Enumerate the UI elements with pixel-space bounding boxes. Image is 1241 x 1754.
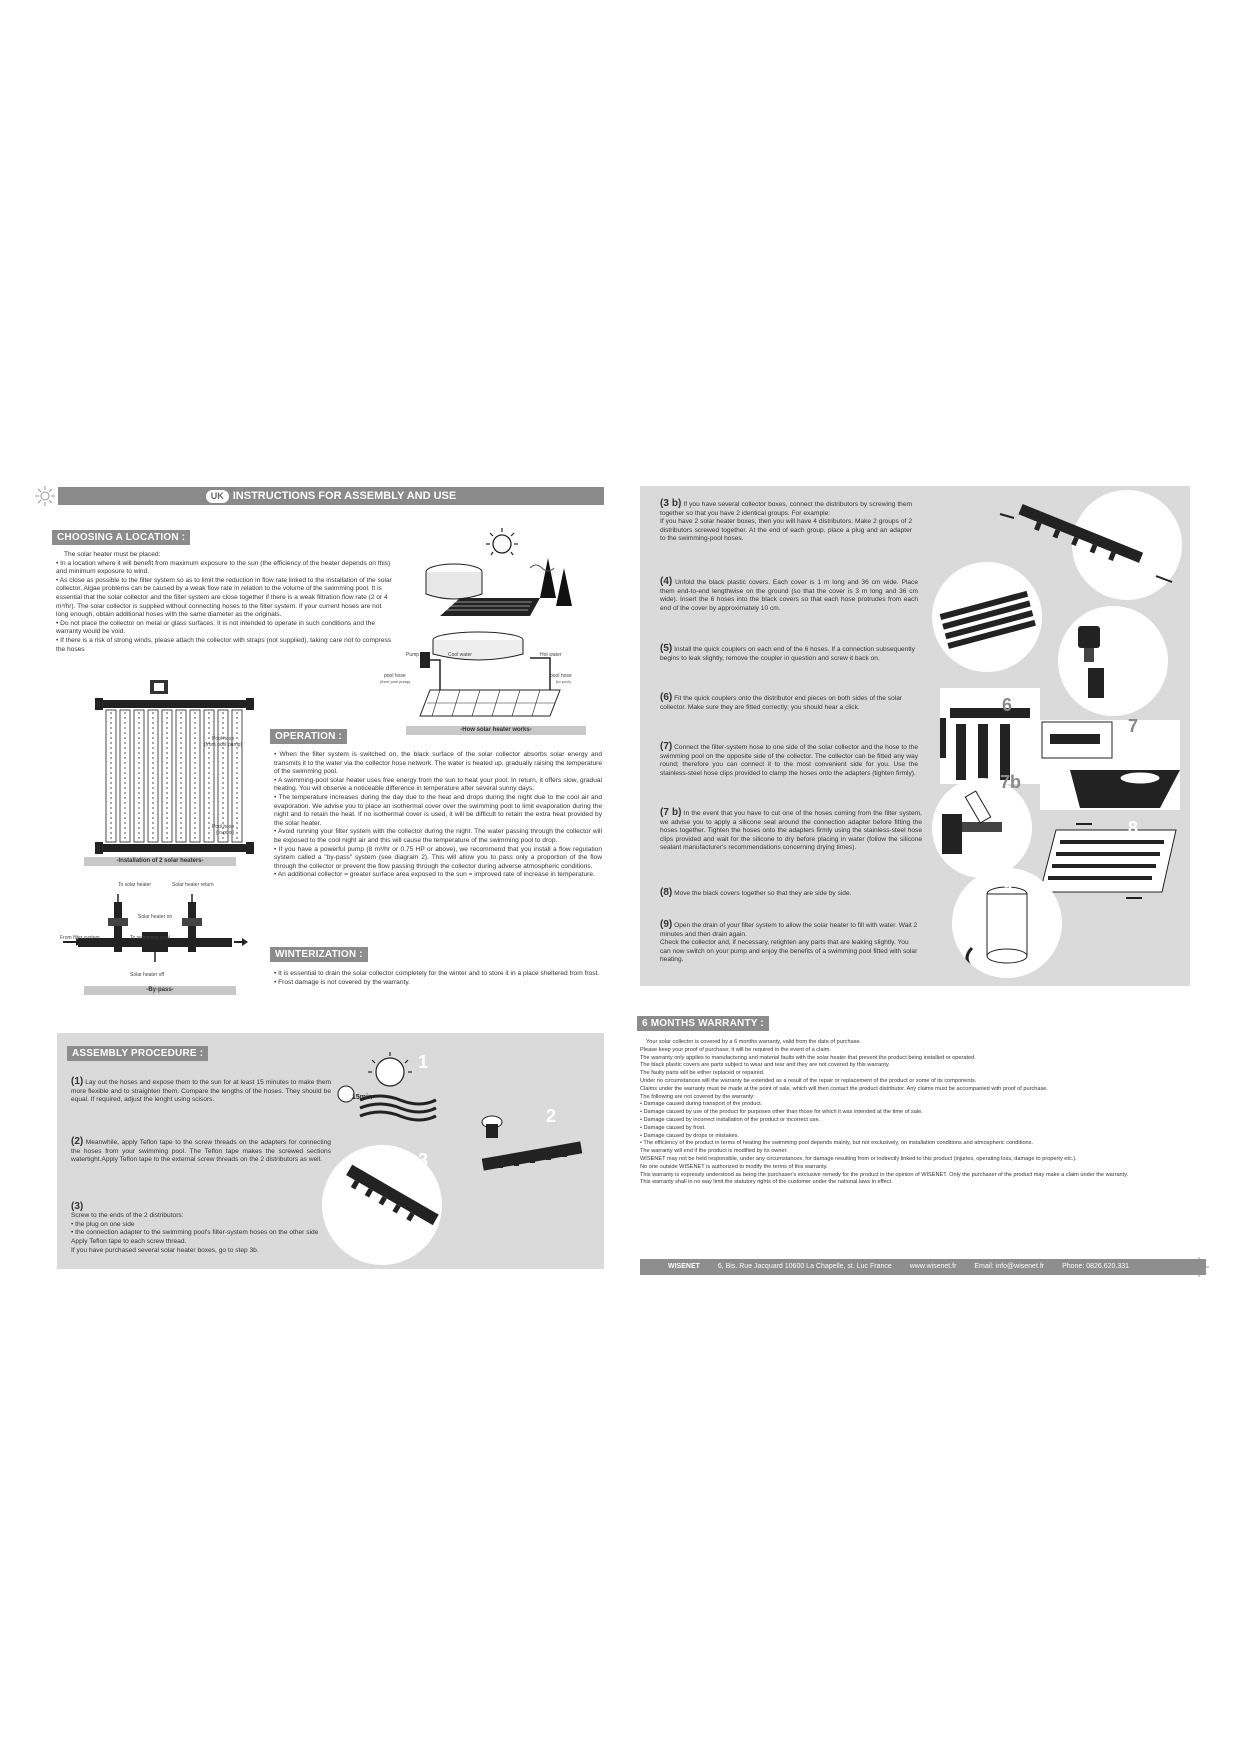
step-text: Lay out the hoses and expose them to the sun for at least 15 minutes to make them more flexible and to straighten them. Compare the lengths of the hoses. They should be equal. If required, adjust the lenght using scisors. (71, 1079, 331, 1104)
warranty-heading: 6 MONTHS WARRANTY : (637, 1016, 769, 1031)
step-3b (660, 500, 912, 544)
step-number: (5) (660, 643, 673, 654)
assembly-step-1 (71, 1078, 331, 1105)
step8-illustration (1036, 820, 1182, 902)
caption-how-works: -How solar heater works- (406, 726, 586, 735)
step-text: Open the drain of your filter system to allow the solar heater to fill with water. Wait 2 minutes and then drain again. Check the collector and, if necessary, retighten any parts that are leaking slightly. You can now switch on your pump and enjoy the benefits of a swimming pool fitted with solar heating. (660, 922, 918, 964)
step4-circle (932, 562, 1042, 672)
caption-bypass: -By-pass- (84, 986, 236, 995)
label-solar-on: Solar heater on (138, 914, 173, 920)
step-number: (3) (71, 1200, 84, 1212)
step-number: (3 b) (660, 498, 682, 509)
choosing-heading: CHOOSING A LOCATION : (52, 530, 190, 545)
step-6 (660, 694, 918, 712)
label-pool-hose-from-sub: (from pool pump) (380, 679, 411, 684)
step-text: Screw to the ends of the 2 distributors: • the plug on one side • the connection adapter to the swimming pool's filter-system hoses on the other side Apply Teflon tape to each screw thread. If you have purchased several solar heater boxes, go to step 3b. (71, 1212, 319, 1254)
warranty-line: • Damage caused by frost. (640, 1124, 706, 1131)
step-text: Install the quick couplers on each end of the 6 hoses. If a connection subsequently begins to leak slightly, remove the coupler in question and screw it back on. (660, 646, 915, 662)
step-badge-3: 3 (418, 1150, 429, 1170)
warranty-line: WISENET may not be held responsible, under any circumstances, for damage resulting from or indirectly linked to this product (injuries, operating loss, damage to property etc.). (640, 1155, 1077, 1162)
label-pool-hose-to: pool hose (550, 673, 572, 679)
warranty-line: • The efficiency of the product in terms of heating the swimming pool depends mainly, but not exclusively, on installation conditions and atmospheric conditions. (640, 1140, 1034, 1147)
winterization-heading: WINTERIZATION : (270, 947, 368, 962)
coupler-illustration (1058, 606, 1168, 716)
step-badge-4: 4 (1002, 565, 1013, 585)
footer-phone: Phone: 0826.620.331 (1062, 1263, 1130, 1270)
warranty-line: Your solar collector is covered by a 6 months warranty, valid from the date of purchase. (646, 1039, 862, 1045)
choosing-line: • Do not place the collector on metal or glass surfaces. It is not intended to operate in such conditions and the warranty would be void. (56, 619, 375, 636)
warranty-line: The warranty only applies to manufacturing and material faults with the solar heater that prevent the product being installed or operated. (640, 1054, 976, 1061)
label-pump: Pump (406, 652, 420, 658)
assembly-heading: ASSEMBLY PROCEDURE : (67, 1046, 208, 1061)
footer-email[interactable]: Email: info@wisenet.fr (974, 1263, 1045, 1270)
step-text: Move the black covers together so that they are side by side. (674, 890, 852, 897)
step-number: (6) (660, 692, 673, 703)
step-badge-6: 6 (1002, 695, 1013, 715)
warranty-line: • Damage caused by drops or mistakes. (640, 1132, 739, 1139)
step-7 (660, 743, 918, 778)
warranty-line: No one outside WISENET is authorized to modify the terms of this warranty. (640, 1163, 828, 1170)
step-5 (660, 645, 918, 663)
step-8 (660, 889, 918, 899)
step7b-circle (932, 778, 1032, 878)
operation-heading: OPERATION : (270, 729, 347, 744)
label-to-pool: To swimming pool (130, 935, 170, 941)
warranty-line: The following are not covered by the warranty: (640, 1093, 755, 1100)
label-pool-hose-out: Pool hose (212, 824, 235, 830)
caption-two-heaters: -Installation of 2 solar heaters- (84, 857, 236, 866)
winterization-line: • It is essential to drain the solar collector completely for the winter and to store it in a place sheltered from frost. (274, 970, 600, 977)
label-pool-hose-in-sub: (from pool pump) (204, 742, 243, 748)
label-cool-water: Cool water (448, 652, 472, 658)
step-badge-3b: 3b (1128, 503, 1150, 523)
operation-line: • When the filter system is switched on, the black surface of the solar collector absorbs solar energy and transmits it to the water via the collector hose network. The water is heated up, gradually raising the temperature of the swimming pool. (274, 751, 602, 776)
label-pool-hose-in: Pool hose (212, 736, 235, 742)
warranty-line: • Damage caused by incorrect installation of the product or incorrect use. (640, 1116, 821, 1123)
footer-website[interactable]: www.wisenet.fr (909, 1263, 957, 1270)
label-solar-off: Solar heater off (130, 972, 165, 978)
step-4 (660, 578, 918, 613)
winterization-line: • Frost damage is not covered by the warranty. (274, 978, 410, 986)
step2-illustration (478, 1110, 588, 1180)
warranty-line: Please keep your proof of purchase; it will be required in the event of a claim. (640, 1046, 831, 1053)
operation-line: • An additional collector = greater surface area exposed to the sun = improved rate of increase in temperature. (274, 871, 595, 879)
warranty-line: This warranty is expressly understood as being the purchaser's exclusive remedy for the product in the opinion of WISENET. Only the purchaser of the product may make a claim under the warranty. (640, 1171, 1129, 1178)
step-badge-2: 2 (546, 1106, 557, 1126)
step6-illustration (940, 688, 1040, 784)
label-to-solar: To solar heater (118, 882, 152, 888)
two-heaters-diagram (90, 680, 270, 856)
operation-line: • Avoid running your filter system with the collector during the night. The water passing through the collector will be exposed to the cool night air and this will cause the temperature of the swimming pool to drop. (274, 828, 602, 844)
silicone-illustration (932, 778, 1032, 878)
operation-line: • If you have a powerful pump (8 m³/hr or 0.75 HP or above), we recommend that you install a flow regulation system called a "by-pass" system (see diagram 2). This will allow you to pass only a proportion of the flow through the collector or prevent the flow passing through the collector during adverse atmospheric conditions. (274, 845, 602, 870)
footer-bar (640, 1259, 1206, 1275)
step-number: (8) (660, 887, 673, 898)
warranty-line: • Damage caused during transport of the product. (640, 1101, 763, 1108)
sun-icon (34, 485, 56, 507)
winterization-text (274, 970, 602, 987)
label-pool-hose-out-sub: (to pool) (216, 830, 235, 836)
step-badge-7b: 7b (1000, 772, 1022, 792)
page-title-bar (58, 487, 604, 505)
label-pool-hose-to-sub: (to pool) (556, 679, 571, 684)
step-number: (7 b) (660, 807, 682, 818)
footer-address: 6, Bis. Rue Jacquard 10600 La Chapelle, st. Luc France (717, 1263, 892, 1270)
step-text: If you have several collector boxes, connect the distributors by screwing them together so that you have 2 identical groups. For example: If you have 2 solar heater boxes, then you will have 4 distributors. Make 2 groups of 2 distributors screwed together. At the end of each group, place a plug and an adapter to the swimming-pool hoses. (660, 501, 912, 543)
step-badge-1: 1 (418, 1052, 429, 1072)
warranty-text (640, 1039, 1195, 1187)
page-title: INSTRUCTIONS FOR ASSEMBLY AND USE (232, 490, 457, 502)
step-text: In the event that you have to cut one of the hoses coming from the filter system, we advise you to apply a silicone seal around the connection adapter before fitting the hoses together. Tighten the hoses onto the adapters firmly using the stainless-steel hose clips provided and wait for the silicone to dry before placing in water (follow the silicone sealant manufacturer's recommendations concerning drying times). (660, 810, 922, 852)
warranty-line: • Damage caused by use of the product for purposes other than those for which it was intended at the time of sale. (640, 1109, 923, 1116)
footer-brand: WISENET (668, 1263, 700, 1270)
operation-line: • A swimming-pool solar heater uses free energy from the sun to heat your pool. In return, it offers slow, gradual heating. You will observe a noticeable difference in temperature after several sunny days. (274, 776, 602, 793)
warranty-line: The warranty will end if the product is modified by its owner. (640, 1148, 788, 1155)
warranty-line: Claims under the warranty must be made at the point of sale, which will then contact the product distributor. Any claims must be accompanied with proof of purchase. (640, 1085, 1048, 1092)
step-text: Meanwhile, apply Teflon tape to the screw threads on the adapters for connecting the hoses from your swimming pool. The Teflon tape makes the screwed sections watertight.Apply Teflon tape to the external screw threads on the 2 distributors as well. (71, 1139, 331, 1164)
warranty-line: Under no circumstances will the warranty be extended as a result of the repair or replacement of the product or some of its components. (640, 1077, 977, 1084)
choosing-line: • As close as possible to the filter system so as to limit the reduction in flow rate linked to the installation of the solar collector. Algae problems can be caused by a weak flow rate in relation to the volume of the swimming pool. It is essential that the solar collector and the filter system are close together if there is a weak filtration flow rate (2 or 4 m³/hr). The solar collector is supplied without connecting hoses to the filter system. If your current hoses are not long enough, obtain additional hoses with the same diameter as the originals. (56, 576, 392, 619)
step-badge-5: 5 (1128, 613, 1139, 633)
operation-line: • The temperature increases during the day due to the heat and drops during the night due to the cool air and evaporation. We advise you to place an isothermal cover over the swimming pool to limit evaporation during the night and to retain the heat. If no isothermal cover is used, it will be difficult to retain the extra heat provided by the solar heater. (274, 793, 602, 827)
language-badge: UK (206, 490, 229, 503)
step-number: (9) (660, 919, 673, 930)
label-pool-hose-from: pool hose (384, 673, 406, 679)
step-number: (7) (660, 741, 673, 752)
warranty-line: This warranty shall in no way limit the statutory rights of the customer under the national laws in effect. (640, 1179, 893, 1186)
choosing-line: • In a location where it will benefit from maximum exposure to the sun (the efficiency of the heater depends on this) and minimum exposure to wind. (56, 559, 391, 576)
timer-label: 15min (352, 1094, 373, 1101)
connection-illustration (1040, 720, 1180, 810)
label-solar-return: Solar heater return (172, 882, 214, 888)
assembly-step-2 (71, 1138, 331, 1165)
covers-illustration (932, 562, 1042, 672)
step-number: (2) (71, 1136, 84, 1147)
step7-frame (1040, 720, 1180, 810)
step-text: Unfold the black plastic covers. Each cover is 1 m long and 36 cm wide. Place them end-to-end lengthwise on the ground (so that the cover is 3 m long and 36 cm wide). Insert the 6 hoses into the black covers so that each hose protrudes from each end of the cover by approximately 10 cm. (660, 579, 918, 612)
warranty-line: The faulty parts will be either replaced or repaired. (640, 1070, 765, 1077)
operation-text (274, 751, 602, 880)
assembly-step-3 (71, 1194, 341, 1255)
step-text: Fit the quick couplers onto the distributor end pieces on both sides of the solar collector. Make sure they are fitted correctly; you should hear a click. (660, 695, 903, 711)
step-badge-7: 7 (1128, 716, 1139, 736)
choosing-line: The solar heater must be placed: (64, 551, 161, 558)
pool-sun-illustration (420, 528, 580, 620)
label-from-filter: From filter system (60, 935, 100, 941)
choosing-line: • If there is a risk of strong winds, please attach the collector with straps (not supplied), taking care not to compress the hoses (56, 636, 392, 653)
label-hot-water: Hot water (540, 652, 562, 658)
step-badge-9: 9 (1002, 876, 1013, 896)
step-9 (660, 921, 918, 965)
warranty-line: The black plastic covers are parts subject to wear and tear and they are not covered by this warranty. (640, 1062, 890, 1069)
choosing-text (56, 551, 394, 654)
step5-circle (1058, 606, 1168, 716)
step-number: (1) (71, 1076, 84, 1087)
clic-label: CLIC (950, 712, 964, 718)
step-text: Connect the filter-system hose to one side of the solar collector and the hose to the swimming pool on the opposite side of the collector. The collector can be fitted any way round; therefore you can connect it to the most convenient side for you. Use the stainless-steel hose clips provided to clamp the hoses onto the adapters (tighten firmly). (660, 744, 918, 777)
step-number: (4) (660, 576, 673, 587)
step-badge-8: 8 (1128, 818, 1139, 838)
step-7b (660, 809, 922, 853)
